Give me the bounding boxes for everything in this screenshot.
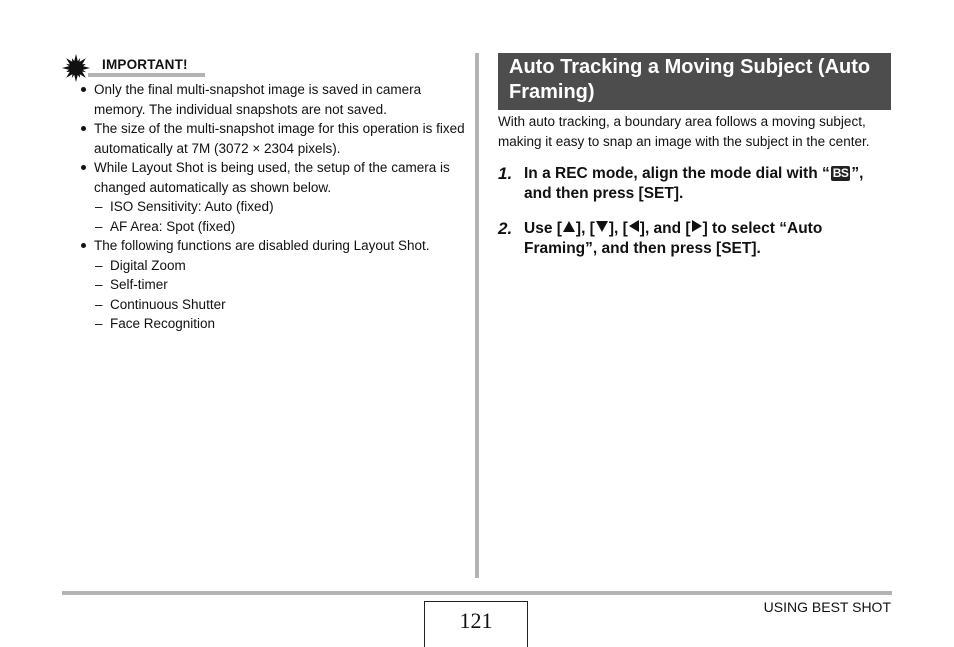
footer-rule (62, 591, 892, 595)
step-text-part: ], and [ (639, 220, 691, 237)
step-1 (498, 164, 890, 204)
step-2 (498, 219, 890, 259)
important-label: IMPORTANT! (102, 57, 188, 72)
important-underline (88, 73, 205, 77)
sub-list-item: – Face Recognition (78, 314, 470, 334)
section-intro: With auto tracking, a boundary area follows a moving subject, making it easy to snap an image with the subject in the center. (498, 114, 870, 149)
list-item: While Layout Shot is being used, the setup of the camera is changed automatically as shown below. (78, 158, 470, 197)
list-item: The size of the multi-snapshot image for this operation is fixed automatically at 7M (3072 × 2304 pixels). (78, 119, 470, 158)
section-title: Auto Tracking a Moving Subject (Auto Framing) (498, 53, 891, 110)
list-item: The following functions are disabled during Layout Shot. (78, 236, 470, 256)
step-text-part: ] to select “Auto Framing”, and then press [SET]. (524, 220, 823, 257)
step-number: 2. (498, 219, 513, 238)
best-shot-mode-icon: BS (832, 166, 849, 180)
important-burst-icon (62, 54, 90, 82)
column-divider (475, 53, 479, 578)
sub-list-item: – Self-timer (78, 275, 470, 295)
sub-list-item: – AF Area: Spot (fixed) (78, 217, 470, 237)
up-arrow-icon (563, 221, 575, 232)
sub-list-item: – Continuous Shutter (78, 295, 470, 315)
down-arrow-icon (596, 221, 608, 232)
step-text-part: In a REC mode, align the mode dial with “ (524, 165, 830, 182)
list-item: Only the final multi-snapshot image is saved in camera memory. The individual snapshots are not saved. (78, 80, 470, 119)
right-arrow-icon (692, 220, 702, 232)
footer-section-name: USING BEST SHOT (763, 599, 891, 615)
left-arrow-icon (629, 220, 639, 232)
page-number: 121 (424, 601, 528, 647)
step-number: 1. (498, 164, 513, 183)
sub-list-item: – ISO Sensitivity: Auto (fixed) (78, 197, 470, 217)
step-text (524, 164, 890, 204)
step-text-part: ], [ (608, 220, 628, 237)
step-text-part: Use [ (524, 220, 562, 237)
step-text-part: ”, and then press [SET]. (524, 165, 864, 202)
step-text-part: ], [ (575, 220, 595, 237)
step-text (524, 219, 890, 259)
sub-list-item: – Digital Zoom (78, 256, 470, 276)
important-notes-list (78, 80, 470, 334)
